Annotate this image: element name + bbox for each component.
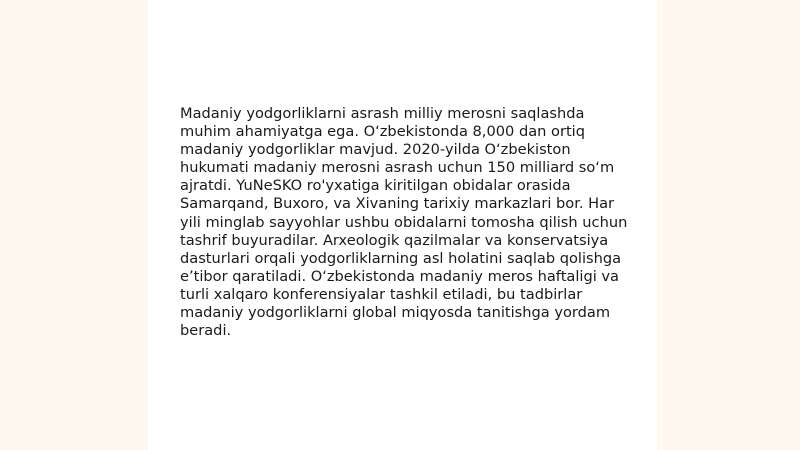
body-paragraph: Madaniy yodgorliklarni asrash milliy merosni saqlashda muhim ahamiyatga ega. O‘zbekistonda 8,000 dan ortiq madaniy yodgorliklar mavjud. 2020-yilda O‘zbekiston hukumati madaniy merosni asrash uchun 150 milliard so‘m ajratdi. YuNeSKO ro'yxatiga kiritilgan obidalar orasida Samarqand, Buxoro, va Xivaning tarixiy markazlari bor. Har yili minglab sayyohlar ushbu obidalarni tomosha qilish uchun tashrif buyuradilar. Arxeologik qazilmalar va konservatsiya dasturlari orqali yodgorliklarning asl holatini saqlab qolishga e’tibor qaratiladi. O‘zbekistonda madaniy meros haftaligi va turli xalqaro konferensiyalar tashkil etiladi, bu tadbirlar madaniy yodgorliklarni global miqyosda tanitishga yordam beradi. — [180, 105, 628, 340]
